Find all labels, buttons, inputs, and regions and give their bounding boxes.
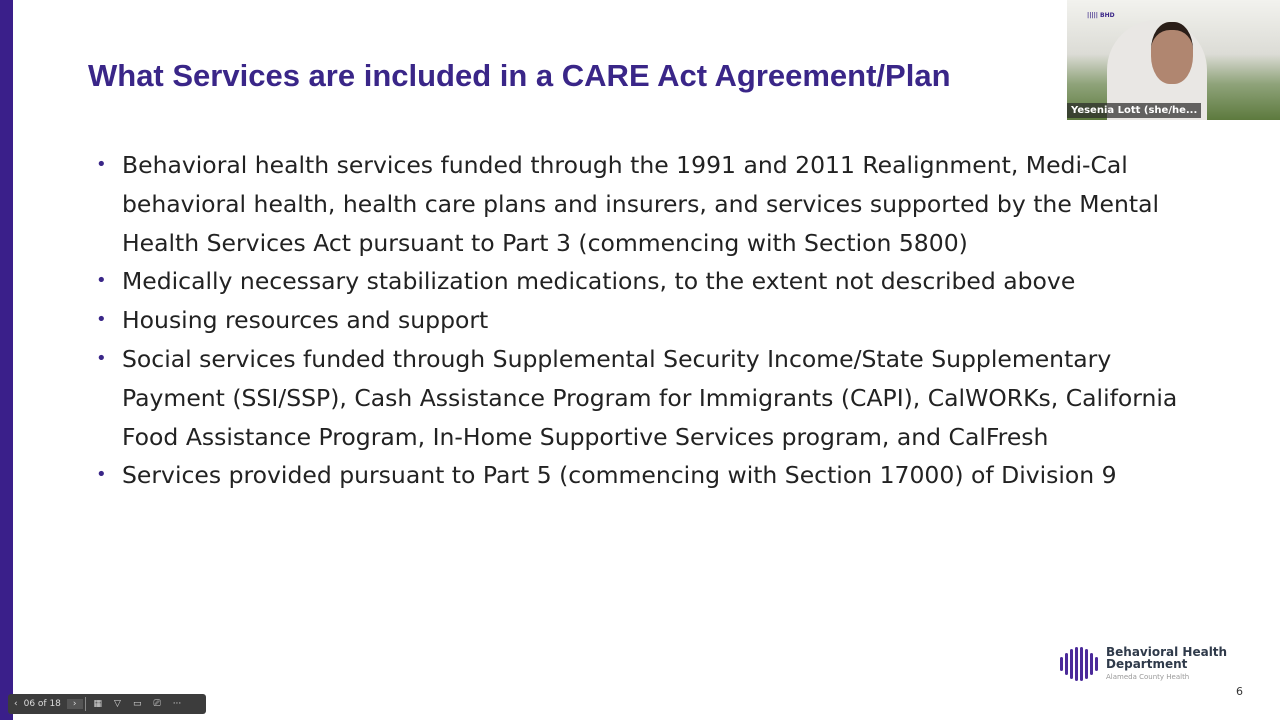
bullet-item: • Medically necessary stabilization medications, to the extent not described above [96,262,1196,301]
participant-face [1151,22,1193,84]
grid-view-icon[interactable]: ▦ [93,699,103,709]
more-options-button[interactable]: ··· [172,699,182,709]
bullet-list [96,146,1196,495]
logo-line1: Behavioral Health [1106,645,1228,659]
present-screen-icon[interactable]: ⎚ [153,699,161,709]
organization-logo [1060,646,1227,681]
slide-counter: 06 of 18 [23,699,61,709]
bullet-item: • Housing resources and support [96,301,1196,340]
slide-title: What Services are included in a CARE Act Agreement/Plan [88,58,951,93]
previous-slide-button[interactable]: ‹ [14,699,18,709]
logo-mark-icon [1060,647,1098,681]
bullet-item: • Behavioral health services funded through the 1991 and 2011 Realignment, Medi-Cal behavioral health, health care plans and insurers, and services supported by the Mental Health Services Act pursuant to Part 3 (commencing with Section 5800) [96,146,1196,262]
pointer-pen-icon[interactable]: ▽ [114,699,121,709]
bullet-item: • Services provided pursuant to Part 5 (commencing with Section 17000) of Division 9 [96,456,1196,495]
logo-subtitle: Alameda County Health [1106,673,1190,681]
next-slide-button[interactable]: › [67,699,83,709]
participant-video-tile[interactable] [1067,0,1280,120]
presentation-toolbar [8,694,206,714]
logo-line2: Department [1106,657,1188,671]
bullet-item: • Social services funded through Supplemental Security Income/State Supplementary Payment (SSI/SSP), Cash Assistance Program for Immigrants (CAPI), CalWORKs, California Food Assistance Program, In-Home Supportive Services program, and CalFresh [96,340,1196,456]
participant-name-label: Yesenia Lott (she/he... [1067,103,1201,118]
toolbar-divider [85,697,86,711]
camera-icon[interactable]: ▭ [132,699,142,709]
video-background-logo-icon: ||||| BHD [1087,12,1115,19]
slide-left-accent-bar [0,0,13,720]
slide-page-number: 6 [1236,685,1243,698]
